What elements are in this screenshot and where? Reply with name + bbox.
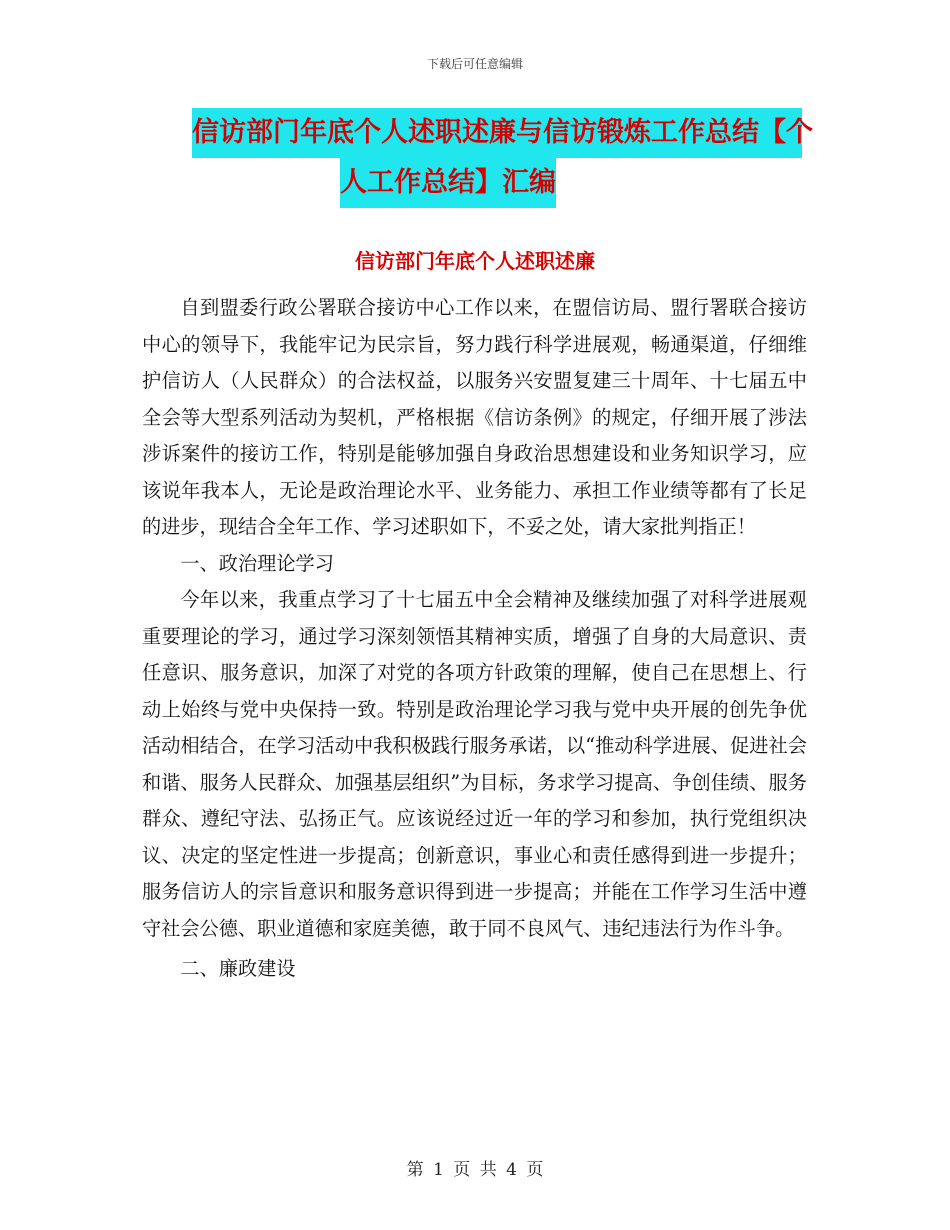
document-body	[142, 290, 807, 988]
section-subtitle: 信访部门年底个人述职述廉	[355, 249, 595, 273]
paragraph-intro: 自到盟委行政公署联合接访中心工作以来，在盟信访局、盟行署联合接访中心的领导下，我能牢记为民宗旨，努力践行科学进展观，畅通渠道，仔细维护信访人（人民群众）的合法权益，以服务兴安盟复建三十周年、十七届五中全会等大型系列活动为契机，严格根据《信访条例》的规定，仔细开展了涉法涉诉案件的接访工作，特别是能够加强自身政治思想建设和业务知识学习，应该说年我本人，无论是政治理论水平、业务能力、承担工作业绩等都有了长足的进步，现结合全年工作、学习述职如下，不妥之处，请大家批判指正！	[142, 296, 807, 538]
page-header-note: 下载后可任意编辑	[426, 57, 523, 71]
paragraph-political-study: 今年以来，我重点学习了十七届五中全会精神及继续加强了对科学进展观重要理论的学习，通过学习深刻领悟其精神实质，增强了自身的大局意识、责任意识、服务意识，加深了对党的各项方针政策的理解，使自己在思想上、行动上始终与党中央保持一致。特别是政治理论学习我与党中央开展的创先争优活动相结合，在学习活动中我积极践行服务承诺，以“推动科学进展、促进社会和谐、服务人民群众、加强基层组织”为目标，务求学习提高、争创佳绩、服务群众、遵纪守法、弘扬正气。应该说经过近一年的学习和参加，执行党组织决议、决定的坚定性进一步提高；创新意识，事业心和责任感得到进一步提升；服务信访人的宗旨意识和服务意识得到进一步提高；并能在工作学习生活中遵守社会公德、职业道德和家庭美德，敢于同不良风气、违纪违法行为作斗争。	[142, 588, 807, 940]
section-heading-political-study: 一、政治理论学习	[180, 551, 334, 575]
document-title-line-2: 人工作总结】汇编	[340, 158, 556, 208]
document-title-line-1: 信访部门年底个人述职述廉与信访锻炼工作总结【个	[192, 108, 802, 158]
page-footer: 第 1 页 共 4 页	[406, 1160, 544, 1180]
document-title	[192, 108, 812, 208]
section-heading-integrity: 二、廉政建设	[180, 957, 296, 980]
